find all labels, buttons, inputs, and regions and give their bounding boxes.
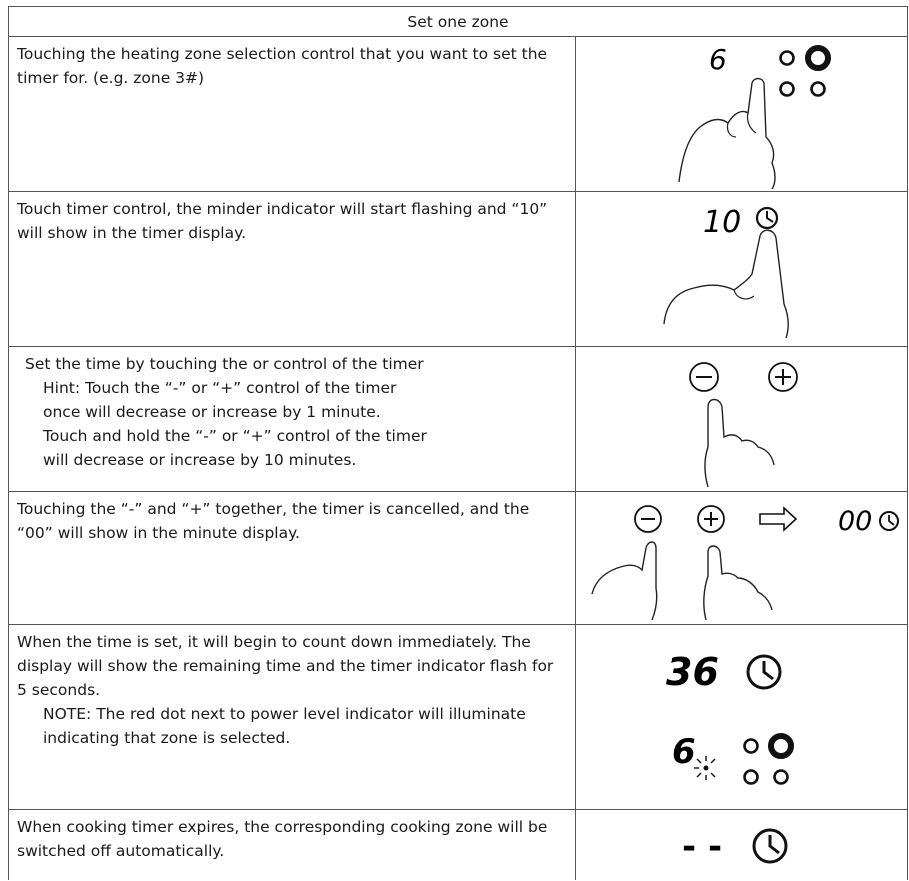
illustration-set-time [576,347,909,491]
illustration-timer-expires [576,810,909,880]
hand-pointer-icon [592,542,657,620]
zone-icon [781,52,794,65]
plus-icon [698,506,724,532]
instruction-text [9,810,576,880]
table-row [8,36,908,191]
instruction-set-time: Set the time by touching the or control of the timer [25,355,424,373]
illustration-timer-control [576,192,909,346]
table-row [8,624,908,809]
power-level-display: 6 [709,43,727,76]
zone-icon [775,771,788,784]
clock-icon [754,830,786,862]
instruction-text [9,192,576,346]
hand-pointer-icon [704,546,772,620]
table-title: Set one zone [407,13,509,31]
hand-pointer-icon [679,79,775,190]
zone-selected-icon [808,48,828,68]
table-row [8,346,908,491]
minus-icon [690,363,718,391]
timer-display: - - [682,827,723,867]
instruction-text [9,347,576,491]
timer-display: 00 [838,506,873,537]
hint-line: Touch and hold the “-” or “+” control of the timer [43,427,427,445]
clock-icon [880,512,898,530]
table-row [8,491,908,624]
instruction-countdown: When the time is set, it will begin to count down immediately. The display will show the remaining time and the timer indicator flash for 5 seconds. [17,633,554,699]
zone-selected-icon [771,736,791,756]
zone-icon [745,771,758,784]
right-arrow-icon [760,508,796,530]
instruction-text [9,492,576,624]
instruction-zone-selection: Touching the heating zone selection control that you want to set the timer for. (e.g. zone 3#) [17,45,548,87]
note-line: NOTE: The red dot next to power level indicator will illuminate indicating that zone is selected. [43,705,526,747]
illustration-zone-selection [576,37,909,191]
power-level-display: 6 [672,732,696,772]
hint-line: once will decrease or increase by 1 minute. [43,403,381,421]
plus-icon [769,363,797,391]
minus-icon [635,506,661,532]
illustration-cancel-timer [576,492,909,624]
hint-line: will decrease or increase by 10 minutes. [43,451,357,469]
clock-icon [748,656,780,688]
instruction-timer-expires: When cooking timer expires, the corresponding cooking zone will be switched off automatically. [17,818,548,860]
hand-pointer-icon [664,230,788,338]
zone-icon [745,740,758,753]
red-dot-indicator-icon [694,756,715,780]
instruction-timer-control: Touch timer control, the minder indicator will start flashing and “10” will show in the timer display. [17,200,548,242]
illustration-countdown [576,625,909,809]
zone-icon [781,83,794,96]
clock-icon [757,208,777,228]
table-row [8,191,908,346]
zone-icon [812,83,825,96]
timer-display: 36 [666,650,719,694]
timer-display: 10 [703,205,742,240]
instruction-text [9,37,576,191]
hint-line: Hint: Touch the “-” or “+” control of the timer [43,379,397,397]
table-header [8,6,908,36]
table-row [8,809,908,880]
instruction-cancel-timer: Touching the “-” and “+” together, the timer is cancelled, and the “00” will show in the minute display. [17,500,530,542]
instruction-table [8,6,908,880]
note-text [17,702,567,750]
instruction-text [9,625,576,809]
hand-pointer-icon [705,400,774,488]
